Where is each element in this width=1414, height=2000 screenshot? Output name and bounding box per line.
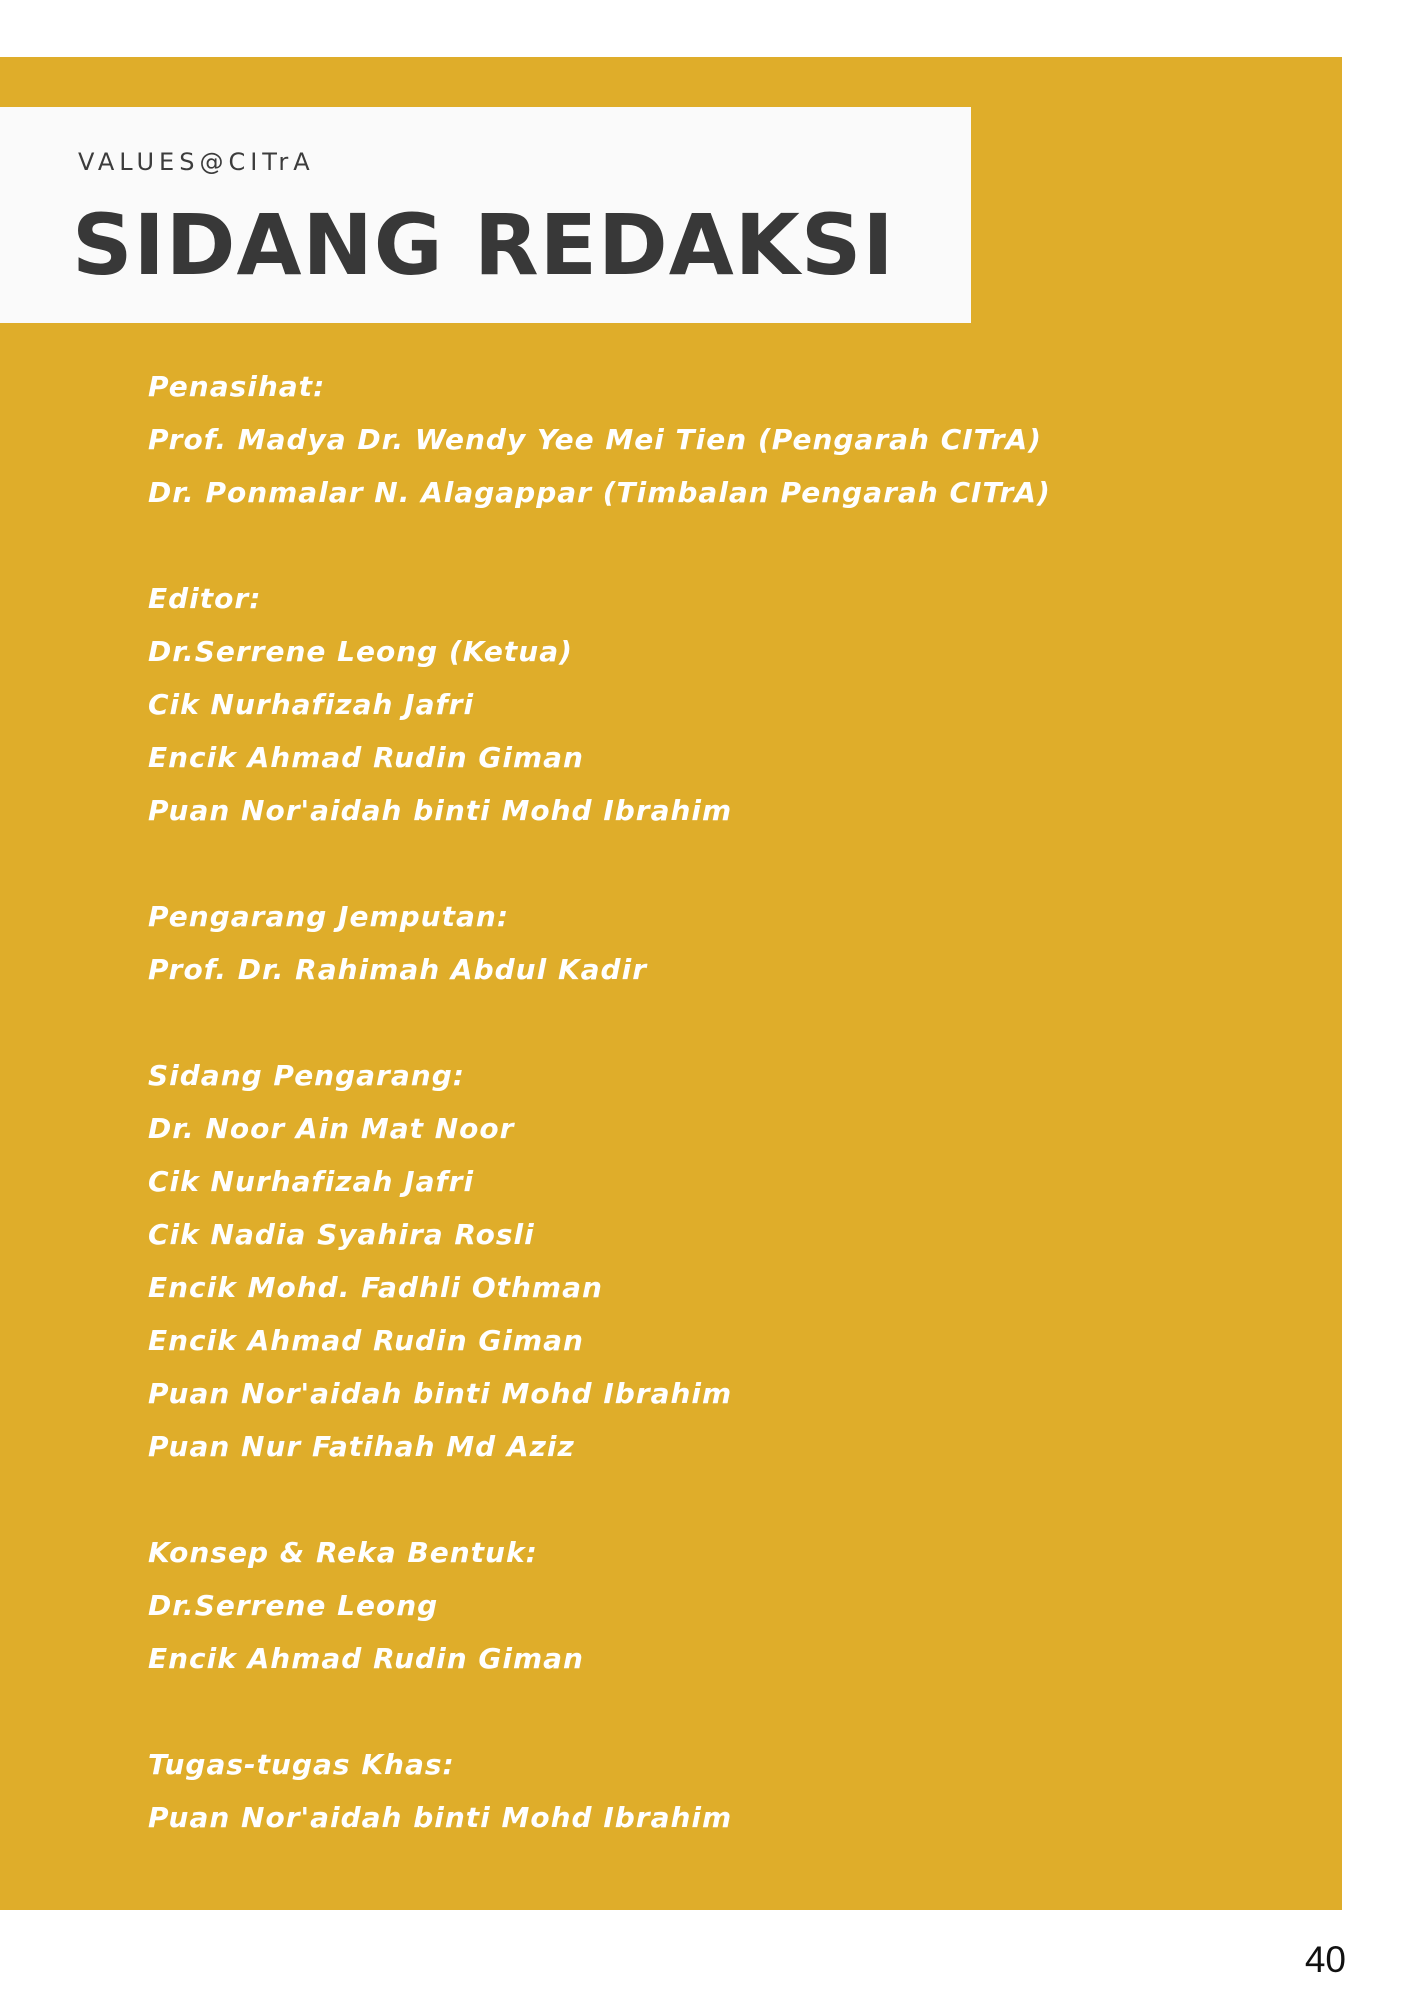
member-name: Puan Nor'aidah binti Mohd Ibrahim [148, 1377, 733, 1410]
member-name: Encik Mohd. Fadhli Othman [148, 1271, 603, 1304]
member-name: Cik Nurhafizah Jafri [148, 688, 475, 721]
section-sidang-pengarang [148, 1049, 1298, 1473]
member-name: Dr. Ponmalar N. Alagappar (Timbalan Pengarah CITrA) [148, 476, 1051, 509]
section-tugas-tugas-khas [148, 1738, 1298, 1844]
member-name: Puan Nor'aidah binti Mohd Ibrahim [148, 1801, 733, 1834]
section-heading: Pengarang Jemputan: [148, 900, 510, 933]
member-name: Dr. Noor Ain Mat Noor [148, 1112, 515, 1145]
page-title: SIDANG REDAKSI [72, 196, 895, 294]
member-name: Encik Ahmad Rudin Giman [148, 1642, 584, 1675]
section-editor [148, 572, 1298, 837]
section-heading: Editor: [148, 582, 262, 615]
section-heading: Tugas-tugas Khas: [148, 1748, 455, 1781]
section-konsep-reka-bentuk [148, 1526, 1298, 1685]
member-name: Cik Nadia Syahira Rosli [148, 1218, 535, 1251]
kicker-label: VALUES@CITrA [78, 148, 315, 176]
member-name: Puan Nor'aidah binti Mohd Ibrahim [148, 794, 733, 827]
section-pengarang-jemputan [148, 890, 1298, 996]
section-penasihat [148, 360, 1298, 519]
page-number: 40 [1304, 1939, 1346, 1980]
member-name: Prof. Dr. Rahimah Abdul Kadir [148, 953, 647, 986]
member-name: Puan Nur Fatihah Md Aziz [148, 1430, 575, 1463]
member-name: Encik Ahmad Rudin Giman [148, 1324, 584, 1357]
section-heading: Sidang Pengarang: [148, 1059, 465, 1092]
member-name: Dr.Serrene Leong [148, 1589, 439, 1622]
section-heading: Konsep & Reka Bentuk: [148, 1536, 538, 1569]
member-name: Encik Ahmad Rudin Giman [148, 741, 584, 774]
member-name: Cik Nurhafizah Jafri [148, 1165, 475, 1198]
editorial-board-list [148, 360, 1298, 1897]
section-heading: Penasihat: [148, 370, 326, 403]
member-name: Prof. Madya Dr. Wendy Yee Mei Tien (Pengarah CITrA) [148, 423, 1042, 456]
member-name: Dr.Serrene Leong (Ketua) [148, 635, 573, 668]
